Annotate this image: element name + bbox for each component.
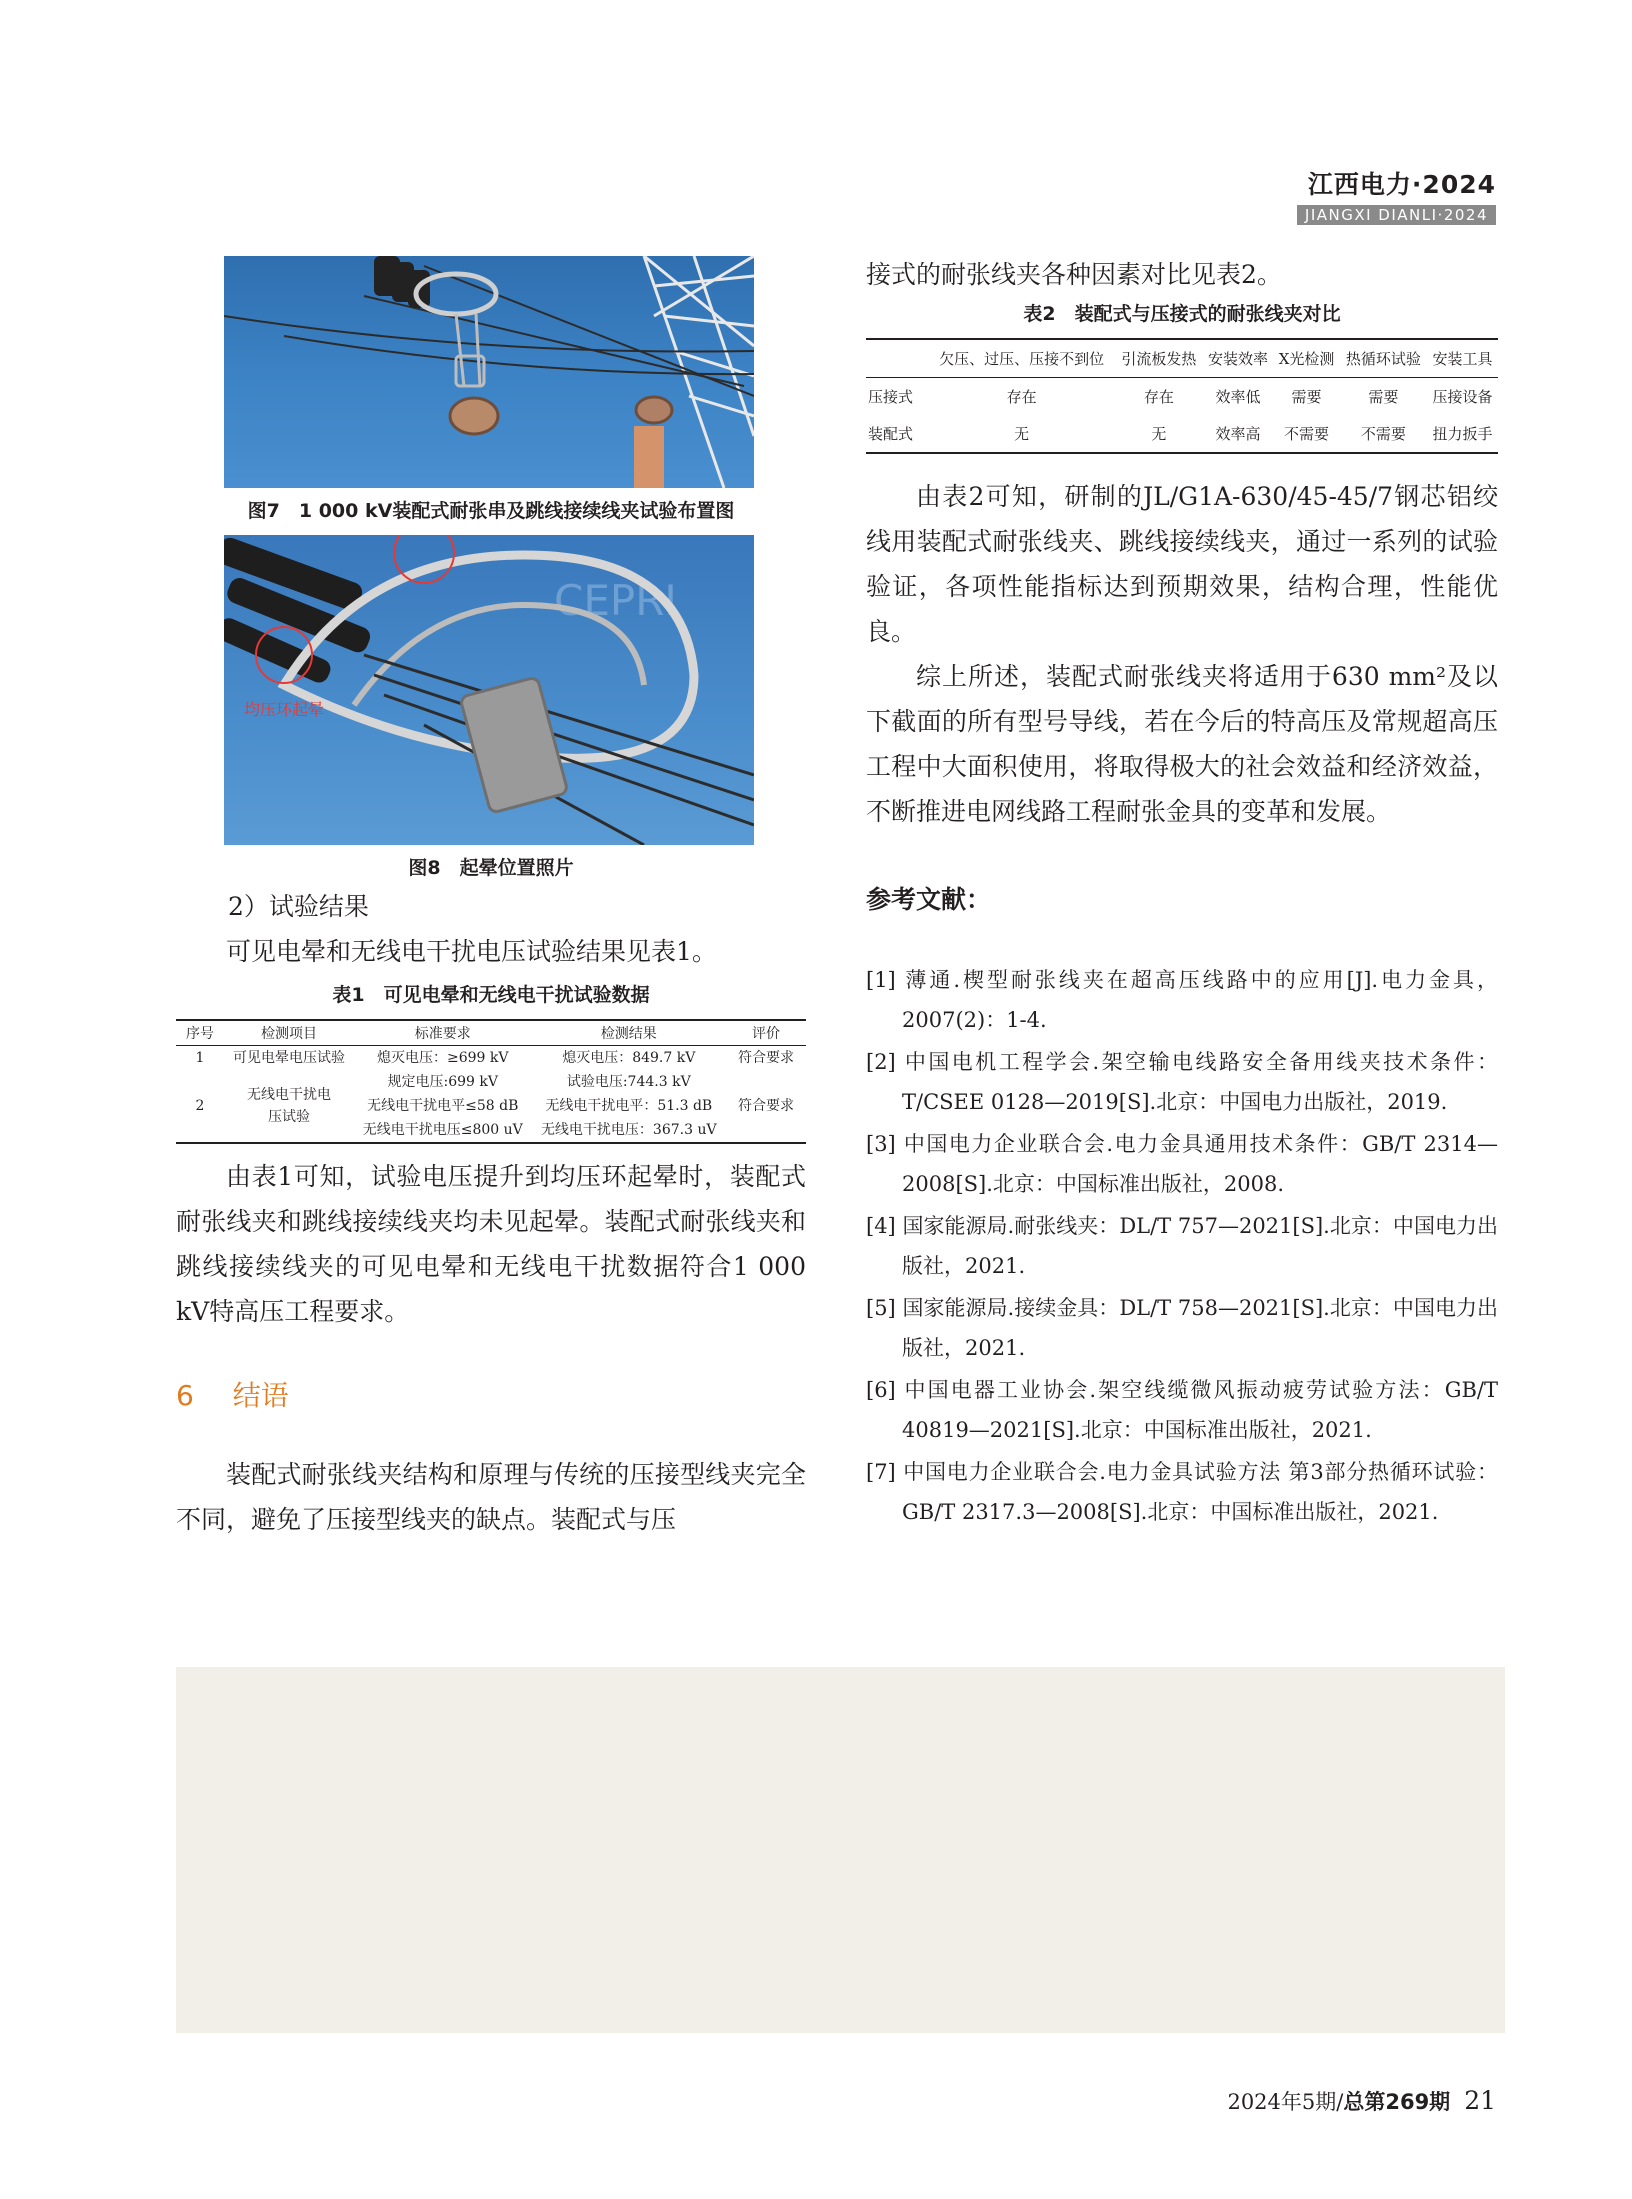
references-list bbox=[866, 960, 1498, 1532]
table-cell: 1 bbox=[195, 1050, 205, 1066]
table-cell: 压接式 bbox=[868, 388, 914, 406]
table-header-cell: 标准要求 bbox=[354, 1020, 532, 1046]
table-header-cell: 引流板发热 bbox=[1115, 339, 1202, 378]
table-cell: 无线电干扰电平：51.3 dB bbox=[545, 1098, 713, 1114]
table-cell: 存在 bbox=[1006, 388, 1037, 406]
issue-total: 总第269期 bbox=[1343, 2090, 1451, 2114]
table-cell: 不需要 bbox=[1360, 425, 1406, 443]
conclusion-paragraph: 装配式耐张线夹结构和原理与传统的压接型线夹完全不同，避免了压接型线夹的缺点。装配式与压 bbox=[176, 1460, 806, 1534]
table-row bbox=[866, 378, 1498, 416]
table-header-cell: 检测项目 bbox=[224, 1020, 354, 1046]
reference-item: [3] 中国电力企业联合会.电力金具通用技术条件：GB/T 2314—2008[S].北京：中国标准出版社，2008. bbox=[866, 1132, 1498, 1196]
references-heading: 参考文献： bbox=[866, 885, 992, 914]
table-header-cell: 评价 bbox=[726, 1020, 806, 1046]
journal-title: 江西电力·2024 bbox=[1307, 170, 1496, 199]
table-cell: 效率高 bbox=[1215, 425, 1261, 443]
reference-item: [1] 薄通.楔型耐张线夹在超高压线路中的应用[J].电力金具，2007(2)：1-4. bbox=[866, 968, 1498, 1032]
table-cell: 无线电干扰电压≤800 uV bbox=[362, 1122, 523, 1138]
table-row bbox=[176, 1046, 806, 1071]
figure-8-photo bbox=[224, 535, 754, 845]
clamp-body bbox=[460, 677, 568, 814]
insulator-disc bbox=[450, 398, 498, 434]
corona-label: 均压环起晕 bbox=[244, 700, 325, 719]
figure-7-illustration bbox=[224, 256, 754, 488]
table-header-cell: 欠压、过压、压接不到位 bbox=[928, 339, 1115, 378]
table-cell: 效率低 bbox=[1215, 388, 1261, 406]
building bbox=[634, 426, 664, 488]
table-row bbox=[866, 415, 1498, 453]
right-column bbox=[866, 252, 1498, 1534]
table-header-cell bbox=[866, 339, 928, 378]
table-1-analysis-paragraph: 由表1可知，试验电压提升到均压环起晕时，装配式耐张线夹和跳线接续线夹均未见起晕。装配式耐张线夹和跳线接续线夹的可见电晕和无线电干扰数据符合1 000 kV特高压工程要求。 bbox=[176, 1162, 806, 1326]
section-title: 结语 bbox=[232, 1379, 289, 1412]
table-cell: 无线电干扰电压试验 bbox=[247, 1087, 331, 1125]
table-2 bbox=[866, 338, 1498, 454]
left-column bbox=[176, 256, 806, 1542]
results-paragraph: 可见电晕和无线电干扰电压试验结果见表1。 bbox=[226, 937, 717, 966]
table-cell: 熄灭电压：849.7 kV bbox=[562, 1050, 696, 1066]
table-header-cell: 热循环试验 bbox=[1340, 339, 1427, 378]
table-cell: 压接设备 bbox=[1432, 388, 1493, 406]
figure-7-photo bbox=[224, 256, 754, 488]
table-header-cell: 序号 bbox=[176, 1020, 224, 1046]
table-header-cell: 检测结果 bbox=[532, 1020, 726, 1046]
issue-prefix: 2024年5期/ bbox=[1227, 2090, 1344, 2114]
jumper-fitting bbox=[456, 314, 484, 386]
table-header-row bbox=[866, 339, 1498, 378]
table-cell: 无 bbox=[1151, 425, 1167, 443]
table-cell: 无 bbox=[1014, 425, 1030, 443]
table-cell: 无线电干扰电压：367.3 uV bbox=[540, 1122, 717, 1138]
figure-7-caption: 图7 1 000 kV装配式耐张串及跳线接续线夹试验布置图 bbox=[247, 500, 735, 522]
figure-8-caption: 图8 起晕位置照片 bbox=[408, 857, 574, 879]
table-cell: 装配式 bbox=[868, 425, 914, 443]
table-cell: 符合要求 bbox=[738, 1098, 794, 1114]
table-header-row bbox=[176, 1020, 806, 1046]
reference-item: [2] 中国电机工程学会.架空输电线路安全备用线夹技术条件：T/CSEE 0128—2019[S].北京：中国电力出版社，2019. bbox=[866, 1050, 1498, 1114]
reference-item: [6] 中国电器工业协会.架空线缆微风振动疲劳试验方法：GB/T 40819—2021[S].北京：中国标准出版社，2021. bbox=[866, 1378, 1498, 1442]
table-cell: 可见电晕电压试验 bbox=[233, 1050, 345, 1066]
table-header-cell: 安装工具 bbox=[1427, 339, 1498, 378]
table-cell: 不需要 bbox=[1284, 425, 1330, 443]
page-footer bbox=[1227, 2086, 1496, 2116]
table-row bbox=[176, 1070, 806, 1094]
results-subheading: 2）试验结果 bbox=[228, 892, 369, 921]
journal-en-label: JIANGXI DIANLI·2024 bbox=[1297, 205, 1496, 225]
table-2-analysis-paragraph: 由表2可知，研制的JL/G1A-630/45-45/7钢芯铝绞线用装配式耐张线夹、跳线接续线夹，通过一系列的试验验证，各项性能指标达到预期效果，结构合理，性能优良。 bbox=[866, 482, 1498, 646]
table-2-caption: 表2 装配式与压接式的耐张线夹对比 bbox=[1023, 303, 1341, 325]
table-cell: 规定电压:699 kV bbox=[387, 1074, 498, 1090]
page-number: 21 bbox=[1464, 2086, 1496, 2115]
continued-paragraph: 接式的耐张线夹各种因素对比见表2。 bbox=[866, 260, 1282, 289]
table-1 bbox=[176, 1019, 806, 1144]
table-cell: 需要 bbox=[1368, 388, 1399, 406]
insulator-disc-2 bbox=[636, 397, 672, 423]
table-cell: 扭力扳手 bbox=[1432, 425, 1493, 443]
table-cell: 无线电干扰电平≤58 dB bbox=[367, 1098, 519, 1114]
section-number: 6 bbox=[176, 1379, 194, 1412]
summary-paragraph: 综上所述，装配式耐张线夹将适用于630 mm²及以下截面的所有型号导线，若在今后的特高压及常规超高压工程中大面积使用，将取得极大的社会效益和经济效益，不断推进电网线路工程耐张金具的变革和发展。 bbox=[866, 662, 1498, 826]
reference-item: [5] 国家能源局.接续金具：DL/T 758—2021[S].北京：中国电力出版社，2021. bbox=[866, 1296, 1498, 1360]
table-1-caption: 表1 可见电晕和无线电干扰试验数据 bbox=[332, 984, 650, 1006]
reference-item: [7] 中国电力企业联合会.电力金具试验方法 第3部分热循环试验：GB/T 2317.3—2008[S].北京：中国标准出版社，2021. bbox=[866, 1460, 1498, 1524]
journal-header bbox=[1297, 165, 1496, 225]
corona-marker-circle-2 bbox=[394, 535, 454, 583]
table-header-cell: X光检测 bbox=[1274, 339, 1340, 378]
table-cell: 2 bbox=[195, 1098, 205, 1114]
section-heading bbox=[176, 1374, 806, 1414]
table-cell: 试验电压:744.3 kV bbox=[566, 1074, 691, 1090]
reference-item: [4] 国家能源局.耐张线夹：DL/T 757—2021[S].北京：中国电力出版社，2021. bbox=[866, 1214, 1498, 1278]
table-cell: 存在 bbox=[1143, 388, 1174, 406]
table-cell: 需要 bbox=[1291, 388, 1322, 406]
table-header-cell: 安装效率 bbox=[1203, 339, 1274, 378]
table-cell: 符合要求 bbox=[738, 1050, 794, 1066]
watermark-text: CEPRI bbox=[554, 576, 677, 625]
table-cell: 熄灭电压：≥699 kV bbox=[377, 1050, 509, 1066]
figure-8-illustration bbox=[224, 535, 754, 845]
advertisement-placeholder bbox=[176, 1667, 1505, 2033]
